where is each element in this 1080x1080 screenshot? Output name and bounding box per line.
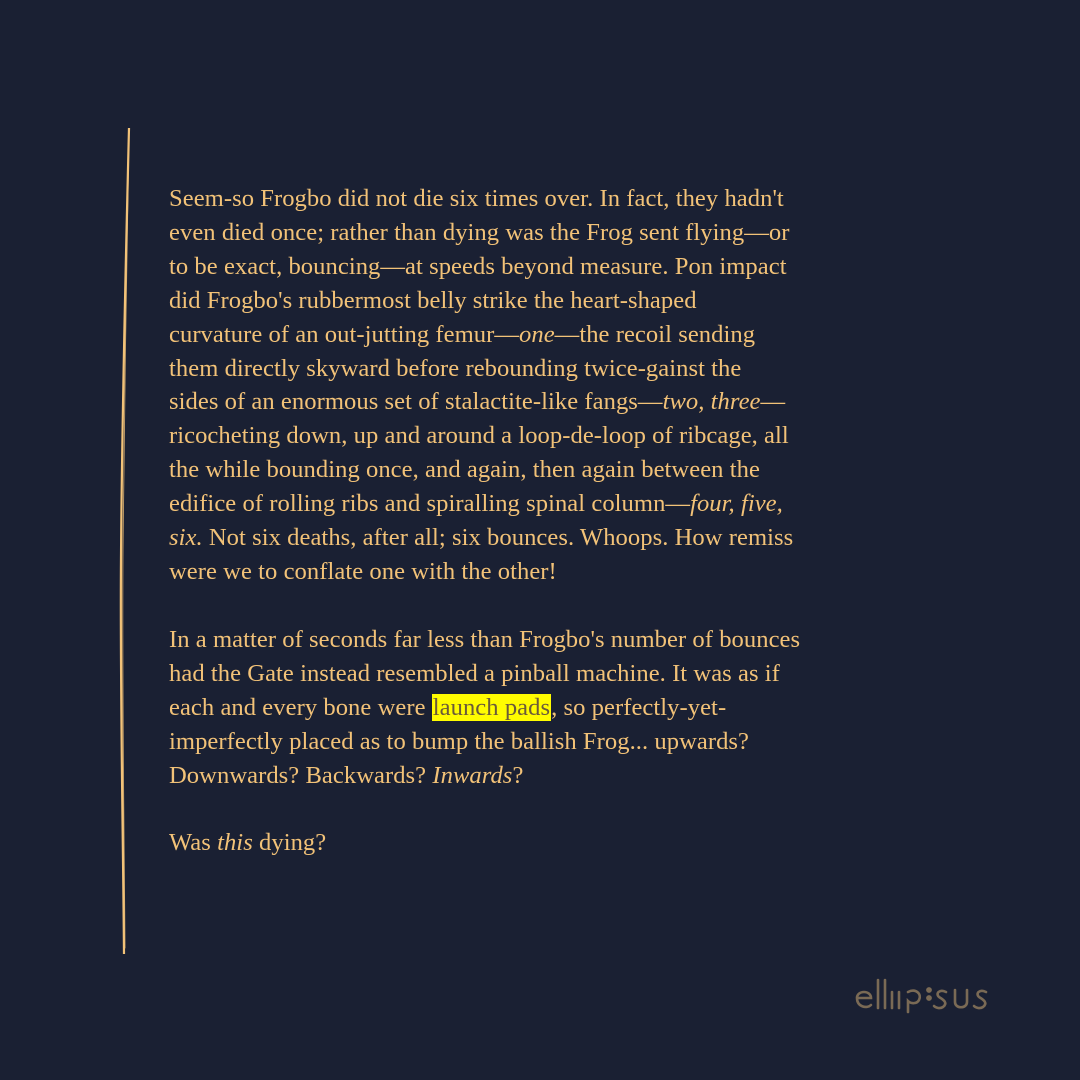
text-run: each and every bone were	[169, 693, 432, 721]
text-line: the while bounding once, and again, then again between the	[169, 456, 760, 484]
text-line: In a matter of seconds far less than Frogbo's number of bounces	[169, 625, 801, 653]
text-run: sides of an enormous set of stalactite-like fangs—	[169, 388, 663, 416]
text-run: Downwards? Backwards?	[169, 761, 433, 789]
text-run: Was	[169, 829, 218, 857]
text-run: ?	[512, 761, 524, 789]
highlighted-text: launch pads	[432, 693, 551, 721]
text-line	[169, 521, 959, 555]
italic-text: six.	[169, 524, 203, 552]
paragraph-1	[169, 182, 959, 589]
text-line	[169, 691, 959, 725]
text-run: edifice of rolling ribs and spiralling spinal column—	[169, 490, 691, 518]
text-run: dying?	[252, 829, 327, 857]
text-line	[169, 487, 959, 521]
ellipsis-logo	[853, 974, 1003, 1014]
text-line	[169, 826, 959, 860]
text-line	[169, 385, 959, 419]
text-line: ricocheting down, up and around a loop-de-loop of ribcage, all	[169, 422, 789, 450]
text-run: —the recoil sending	[554, 320, 756, 348]
italic-text: Inwards	[432, 761, 513, 789]
italic-text: four, five,	[690, 490, 783, 518]
text-line: them directly skyward before rebounding twice-gainst the	[169, 354, 742, 382]
italic-text: this	[217, 829, 253, 857]
paragraph-2	[169, 623, 959, 793]
text-line	[169, 318, 959, 352]
text-run: Not six deaths, after all; six bounces. Whoops. How remiss	[202, 524, 794, 552]
text-line: had the Gate instead resembled a pinball machine. It was as if	[169, 659, 780, 687]
italic-text: two, three	[662, 388, 761, 416]
story-text	[169, 182, 959, 860]
text-run: —	[760, 388, 786, 416]
text-line: did Frogbo's rubbermost belly strike the heart-shaped	[169, 286, 697, 314]
text-run: curvature of an out-jutting femur—	[169, 320, 519, 348]
paragraph-3	[169, 826, 959, 860]
text-line: to be exact, bouncing—at speeds beyond measure. Pon impact	[169, 252, 787, 280]
text-line: were we to conflate one with the other!	[169, 557, 557, 585]
text-line: Seem-so Frogbo did not die six times over. In fact, they hadn't	[169, 185, 784, 212]
italic-text: one	[519, 320, 555, 348]
vertical-brush-line	[112, 128, 136, 954]
text-line	[169, 759, 959, 793]
text-run: , so perfectly-yet-	[551, 693, 727, 721]
text-line: even died once; rather than dying was the Frog sent flying—or	[169, 218, 790, 246]
text-line: imperfectly placed as to bump the ballish Frog... upwards?	[169, 727, 750, 755]
